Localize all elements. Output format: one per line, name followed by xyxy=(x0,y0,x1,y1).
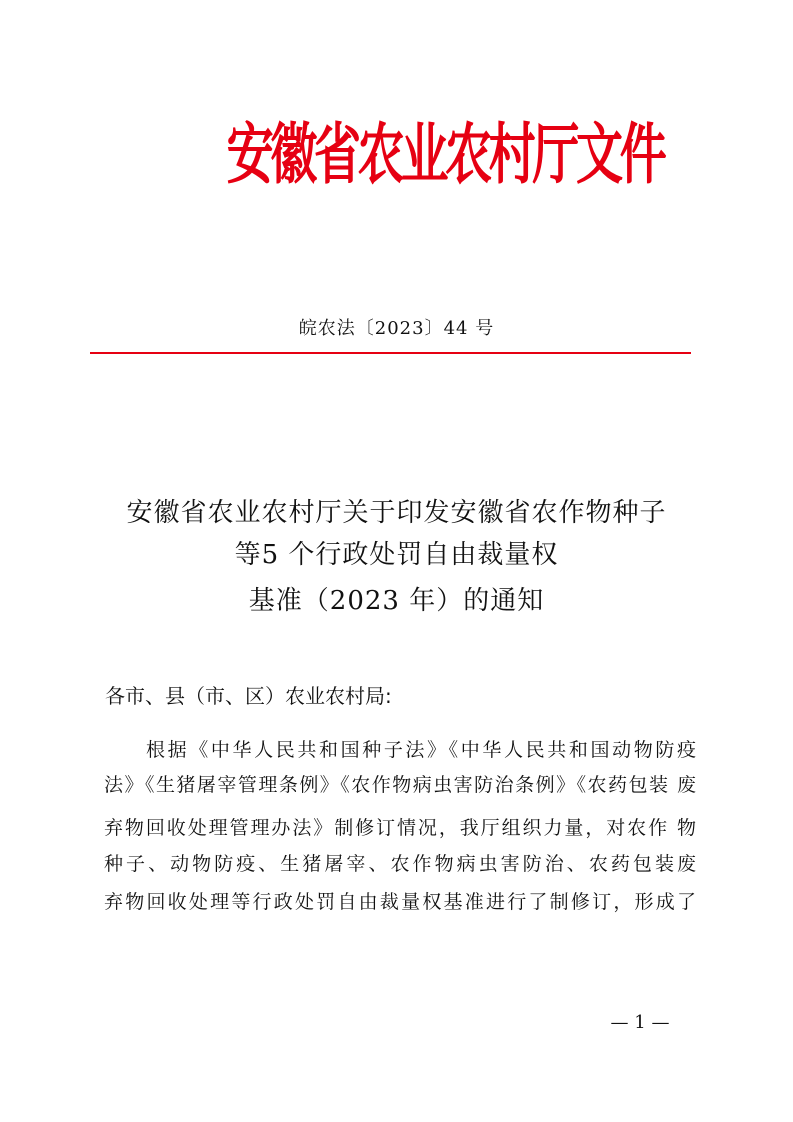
body-text-line: 根据《中华人民共和国种子法》《中华人民共和国动物防疫 xyxy=(146,739,696,761)
body-text-line: 种子、动物防疫、生猪屠宰、农作物病虫害防治、农药包装废 xyxy=(104,853,696,875)
body-text-line: 弃物回收处理等行政处罚自由裁量权基准进行了制修订，形成了 xyxy=(104,891,696,913)
document-number: 皖农法〔2023〕44 号 xyxy=(298,318,495,339)
red-divider-line xyxy=(90,352,691,354)
issuer-title: 安徽省农业农村厅文件 xyxy=(226,116,664,194)
document-issuer-header xyxy=(190,100,700,200)
notice-title-line-2: 等5 个行政处罚自由裁量权 xyxy=(234,540,559,570)
notice-title-line-1: 安徽省农业农村厅关于印发安徽省农作物种子 xyxy=(126,498,667,528)
body-text-line: 法》《生猪屠宰管理条例》《农作物病虫害防治条例》《农药包装 废 xyxy=(104,774,696,796)
notice-title-line-3: 基准（2023 年）的通知 xyxy=(248,586,545,616)
salutation: 各市、县（市、区）农业农村局: xyxy=(105,684,392,708)
body-text-line: 弃物回收处理管理办法》制修订情况，我厅组织力量，对农作 物 xyxy=(104,817,696,839)
page-number: — 1 — xyxy=(610,1012,670,1033)
